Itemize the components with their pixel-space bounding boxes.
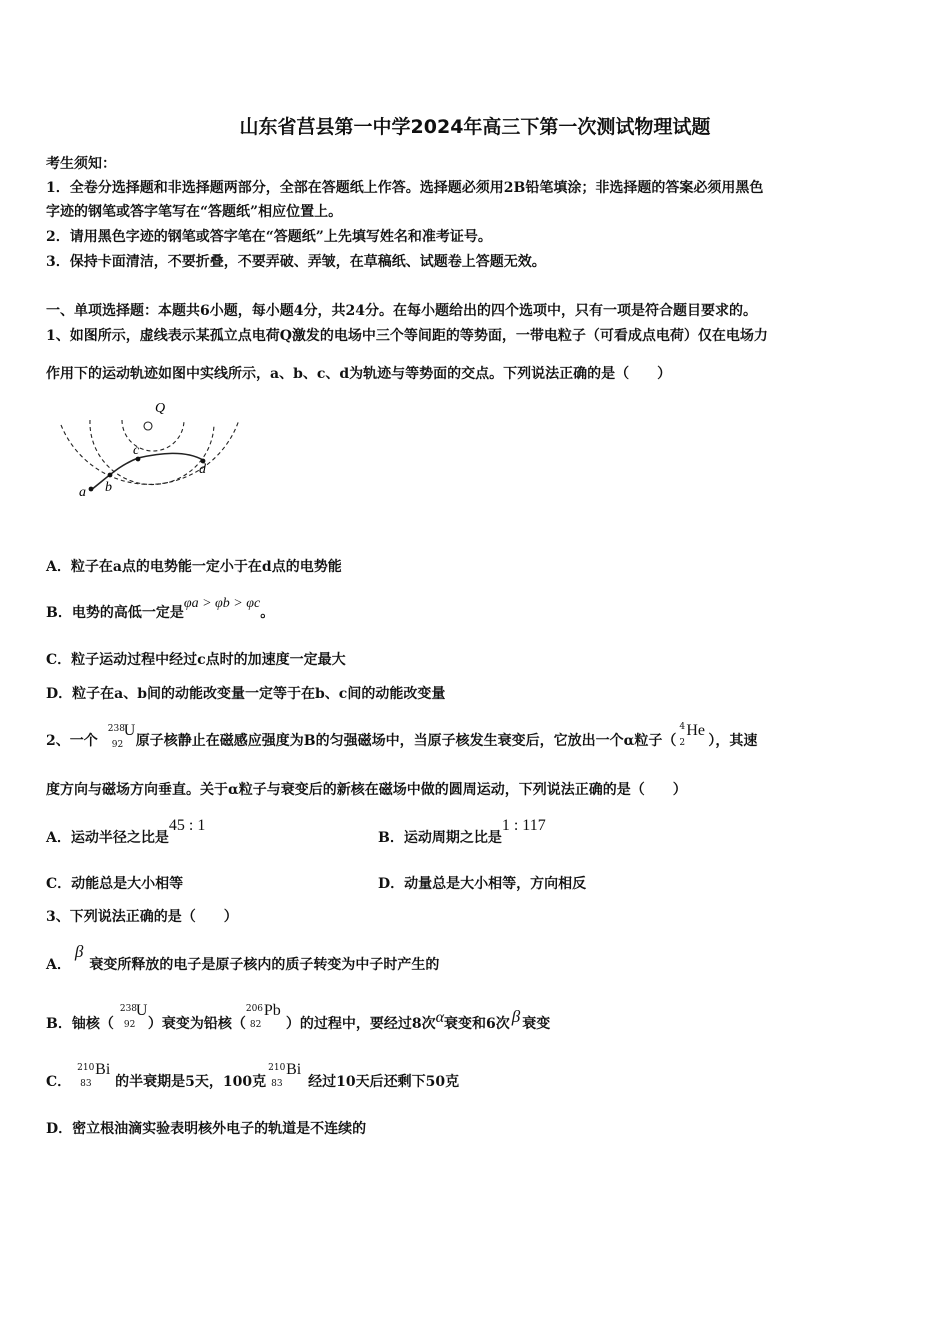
page-title: 山东省莒县第一中学2024年高三下第一次测试物理试题: [239, 116, 711, 138]
label-c: c: [133, 443, 140, 458]
q2-option-b-value: 1 : 117: [501, 817, 546, 834]
q2-option-d: D．动量总是大小相等，方向相反: [378, 876, 587, 892]
q3-option-a-beta: β: [74, 942, 84, 961]
notice-line-1a: 1．全卷分选择题和非选择题两部分，全部在答题纸上作答。选择题必须用2B铅笔填涂；非选择题的答案必须用黑色: [46, 180, 764, 196]
q2-stem-line-1: 2、一个 238 92 U 原子核静止在磁感应强度为B的匀强磁场中，当原子核发生衰变后，它放出一个α粒子（ 4 2 He ），其速: [46, 722, 758, 750]
q2-option-b: B．运动周期之比是1 : 117: [378, 817, 546, 846]
point-b: [108, 473, 113, 478]
q1-option-b-math: φa > φb > φc: [183, 596, 261, 611]
q1-option-a: A．粒子在a点的电势能一定小于在d点的电势能: [46, 559, 342, 575]
q1-figure: [55, 395, 255, 520]
q1-stem-line-1: 1、如图所示，虚线表示某孤立点电荷Q激发的电场中三个等间距的等势面，一带电粒子（可看成点电荷）仅在电场力: [46, 328, 768, 344]
q1-option-d: D．粒子在a、b间的动能改变量一定等于在b、c间的动能改变量: [46, 686, 446, 702]
label-a: a: [79, 485, 86, 500]
q3-option-b: B．铀核（ 238 92 U ）衰变为铅核（ 206 82 Pb ）的过程中，要经过8次α衰变和6次 β 衰变: [46, 1002, 551, 1032]
section-heading: 一、单项选择题：本题共6小题，每小题4分，共24分。在每小题给出的四个选项中，只有一项是符合题目要求的。: [46, 303, 757, 319]
q2-option-c: C．动能总是大小相等: [46, 876, 184, 892]
q2-stem-line-2: 度方向与磁场方向垂直。关于α粒子与衰变后的新核在磁场中做的圆周运动，下列说法正确的是（ ）: [46, 782, 687, 798]
q3-option-d: D．密立根油滴实验表明核外电子的轨道是不连续的: [46, 1121, 367, 1137]
point-a: [89, 487, 94, 492]
label-d: d: [199, 462, 206, 477]
notice-heading: 考生须知：: [46, 156, 116, 172]
q3-option-c: C． 210 83 Bi 的半衰期是5天，100克 210 83 Bi 经过10天后还剩下50克: [46, 1061, 460, 1090]
nuclide-pb206: 206 82 Pb: [245, 1002, 281, 1030]
label-Q: Q: [155, 401, 166, 416]
q2-option-a: A．运动半径之比是45 : 1: [46, 817, 206, 846]
nuclide-bi210-2: 210 83 Bi: [268, 1061, 302, 1089]
label-b: b: [105, 480, 112, 495]
nuclide-bi210-1: 210 83 Bi: [77, 1061, 111, 1089]
charge-Q: [144, 422, 152, 430]
q1-stem-line-2: 作用下的运动轨迹如图中实线所示，a、b、c、d为轨迹与等势面的交点。下列说法正确的是（ ）: [46, 366, 672, 382]
q3-stem: 3、下列说法正确的是（ ）: [46, 909, 238, 925]
q3-option-b-beta: β: [511, 1007, 521, 1026]
notice-line-1b: 字迹的钢笔或答字笔写在“答题纸”相应位置上。: [46, 204, 343, 220]
q3-option-b-alpha: α: [435, 1009, 444, 1026]
q3-option-a: A．β衰变所释放的电子是原子核内的质子转变为中子时产生的: [46, 942, 440, 973]
notice-line-3: 3．保持卡面清洁，不要折叠，不要弄破、弄皱，在草稿纸、试题卷上答题无效。: [46, 254, 546, 270]
notice-line-2: 2．请用黑色字迹的钢笔或答字笔在“答题纸”上先填写姓名和准考证号。: [46, 229, 492, 245]
q1-option-b: B．电势的高低一定是φa > φb > φc。: [46, 596, 275, 621]
nuclide-he4: 4 2 He: [679, 722, 706, 748]
nuclide-u238-b: 238 92 U: [119, 1002, 148, 1030]
q1-option-c: C．粒子运动过程中经过c点时的加速度一定最大: [46, 652, 346, 668]
q2-option-a-value: 45 : 1: [168, 817, 206, 834]
nuclide-u238: 238 92 U: [107, 722, 136, 750]
equipotential-inner: [122, 420, 184, 451]
